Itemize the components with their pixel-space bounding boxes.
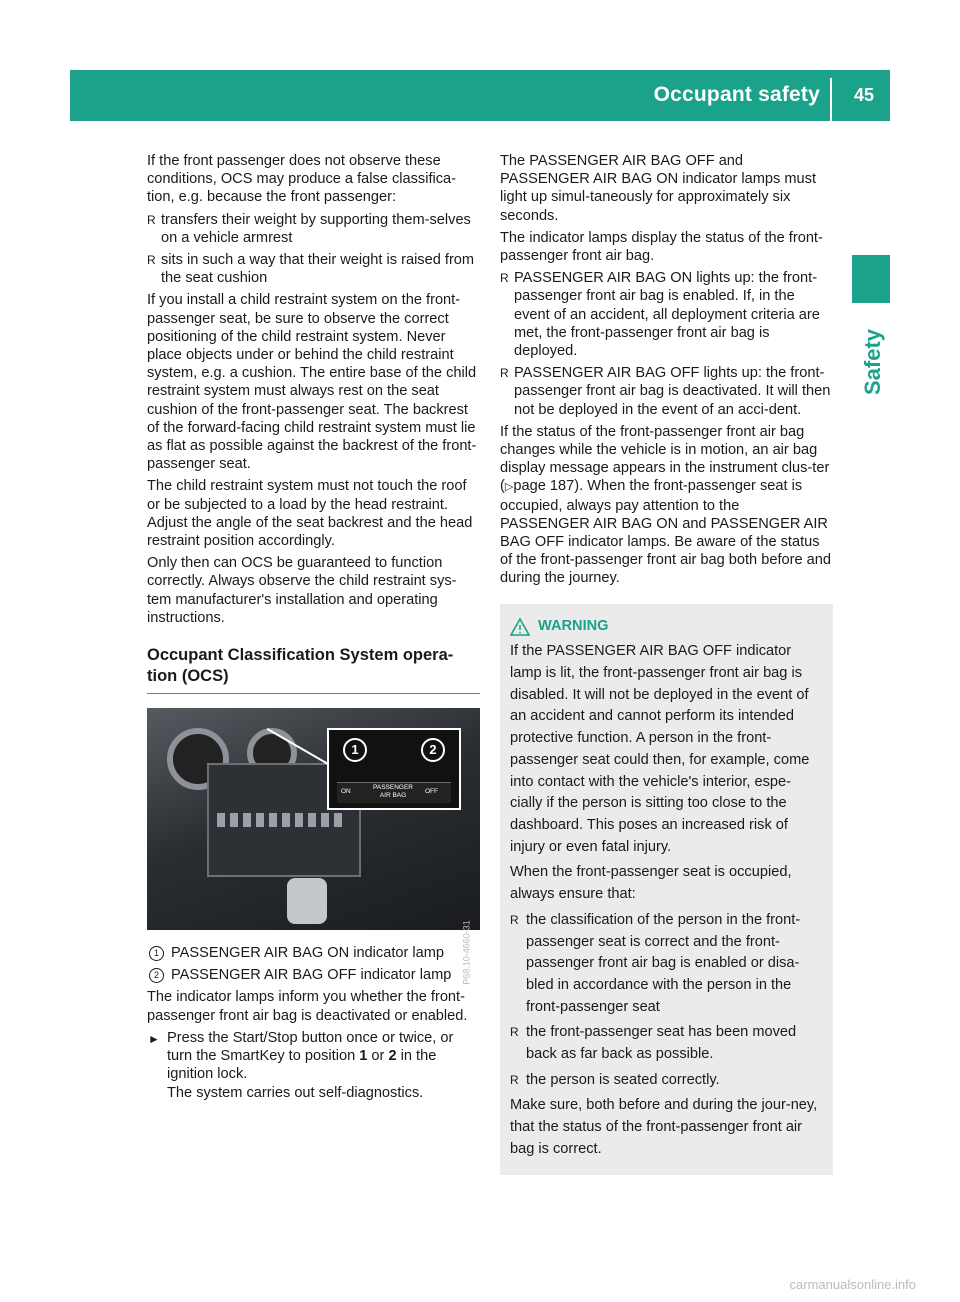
- bullet-marker-icon: R: [500, 271, 509, 286]
- watermark: carmanualsonline.info: [789, 1277, 916, 1292]
- side-tab-label: Safety: [860, 328, 885, 395]
- inset-on-label: ON: [341, 788, 351, 796]
- bullet-marker-icon: R: [510, 1072, 519, 1087]
- header-divider: [830, 78, 832, 121]
- step-result: The system carries out self-diagnostics.: [167, 1084, 424, 1101]
- warning-box: [500, 604, 833, 1175]
- list-item: R PASSENGER AIR BAG ON lights up: the front-passenger front air bag is enabled. If, in the event of an accident, all deployment criteria are met, the front-passenger front air bag is deployed.: [500, 270, 820, 360]
- warning-header: [510, 616, 823, 638]
- list-item: R the person is seated correctly.: [510, 1070, 823, 1092]
- status-change-paragraph: If the status of the front-passenger front air bag changes while the vehicle is in motion, an air bag display message appears in the instrument clus-ter (▷page 187). When the front-passenger seat is occupied, always pay attention to the PASSENGER AIR BAG ON and PASSENGER AIR BAG OFF indicator lamps. Be aware of the status of the front-passenger front air bag both before and during the journey.: [500, 423, 832, 587]
- caption-number: 1: [149, 946, 164, 961]
- figure-caption: 1 PASSENGER AIR BAG ON indicator lamp: [147, 944, 480, 962]
- bullet-marker-icon: R: [510, 1025, 519, 1040]
- callout-2: 2: [421, 738, 445, 762]
- status-paragraph: The indicator lamps display the status of the front-passenger front air bag.: [500, 229, 823, 265]
- list-item: R the front-passenger seat has been moved back as far back as possible.: [510, 1024, 797, 1063]
- bullet-marker-icon: R: [147, 253, 156, 268]
- figure-code: P68.10-4660-31: [461, 920, 472, 985]
- instruction-step: ► Press the Start/Stop button once or twice, or turn the SmartKey to position 1 or 2 in the ignition lock. The system carries out self-diagnostics.: [148, 1029, 454, 1101]
- lamps-paragraph: The PASSENGER AIR BAG OFF and PASSENGER AIR BAG ON indicator lamps must light up simul-taneously for approximately six seconds.: [500, 153, 817, 224]
- page-header: [70, 70, 890, 121]
- roof-paragraph: The child restraint system must not touch the roof or be subjected to a load by the head restraint. Adjust the angle of the seat backrest and the head restraint position accordingly.: [147, 478, 473, 550]
- list-item: R the classification of the person in the front-passenger seat is correct and the front-passenger front air bag is enabled or disa-bled in accordance with the person in the front-passenger seat: [510, 911, 801, 1015]
- indicator-paragraph: The indicator lamps inform you whether the front-passenger front air bag is deactivated or enabled.: [147, 989, 468, 1024]
- left-column: [147, 152, 480, 1106]
- warning-triangle-icon: [510, 618, 530, 636]
- list-item: R sits in such a way that their weight is raised from the seat cushion: [147, 252, 475, 287]
- child-restraint-paragraph: If you install a child restraint system on the front-passenger seat, be sure to observe the correct positioning of the child restraint system. Never place objects under or behind the child restraint system, e.g. a cushion. The entire base of the child restraint system must always rest on the seat cushion of the front-passenger seat. The backrest of the forward-facing child restraint system must lie as flat as possible against the backrest of the front-passenger seat.: [147, 292, 477, 473]
- position-1: 1: [359, 1048, 368, 1065]
- page-reference-link[interactable]: page 187: [513, 478, 575, 495]
- warning-paragraph: Make sure, both before and during the jour-ney, that the status of the front-passenger front air bag is correct.: [510, 1097, 818, 1157]
- ocs-heading: Occupant Classification System opera-tion (OCS): [147, 645, 480, 694]
- list-item: R PASSENGER AIR BAG OFF lights up: the front-passenger front air bag is deactivated. It will then not be deployed in the event of an acci-dent.: [500, 365, 831, 418]
- cross-reference-arrow-icon: ▷: [504, 481, 514, 494]
- step-arrow-icon: ►: [148, 1031, 160, 1046]
- section-title: Occupant safety: [653, 83, 820, 106]
- intro-paragraph: If the front passenger does not observe these conditions, OCS may produce a false classifica-tion, e.g. because the front passenger:: [147, 153, 457, 206]
- warning-paragraph: When the front-passenger seat is occupied, always ensure that:: [510, 864, 792, 903]
- caption-number: 2: [149, 968, 164, 983]
- page-number: 45: [853, 85, 874, 105]
- right-column: [500, 152, 833, 1175]
- figure-caption: 2 PASSENGER AIR BAG OFF indicator lamp: [147, 966, 480, 984]
- bullet-marker-icon: R: [510, 912, 519, 927]
- console-buttons: [217, 813, 347, 827]
- side-tab-marker: [852, 255, 890, 303]
- warning-title: WARNING: [538, 617, 609, 634]
- gear-selector-icon: [287, 878, 327, 924]
- list-item: R transfers their weight by supporting them-selves on a vehicle armrest: [147, 211, 471, 246]
- inset-passenger-label: PASSENGER AIR BAG: [373, 784, 413, 800]
- warning-paragraph: If the PASSENGER AIR BAG OFF indicator lamp is lit, the front-passenger front air bag is disabled. It will not be deployed in the event of an accident and cannot perform its intended protective function. A person in the front-passenger seat could then, for example, come into contact with the vehicle's interior, espe-cially if the person is sitting too close to the dashboard. This poses an increased risk of injury or even fatal injury.: [510, 643, 810, 855]
- bullet-marker-icon: R: [500, 366, 509, 381]
- position-2: 2: [388, 1048, 397, 1065]
- bullet-marker-icon: R: [147, 212, 156, 227]
- indicator-inset: [327, 728, 461, 810]
- only-then-paragraph: Only then can OCS be guaranteed to function correctly. Always observe the child restraint sys-tem manufacturer's installation and operating instructions.: [147, 555, 457, 626]
- callout-1: 1: [343, 738, 367, 762]
- inset-off-label: OFF: [425, 788, 438, 796]
